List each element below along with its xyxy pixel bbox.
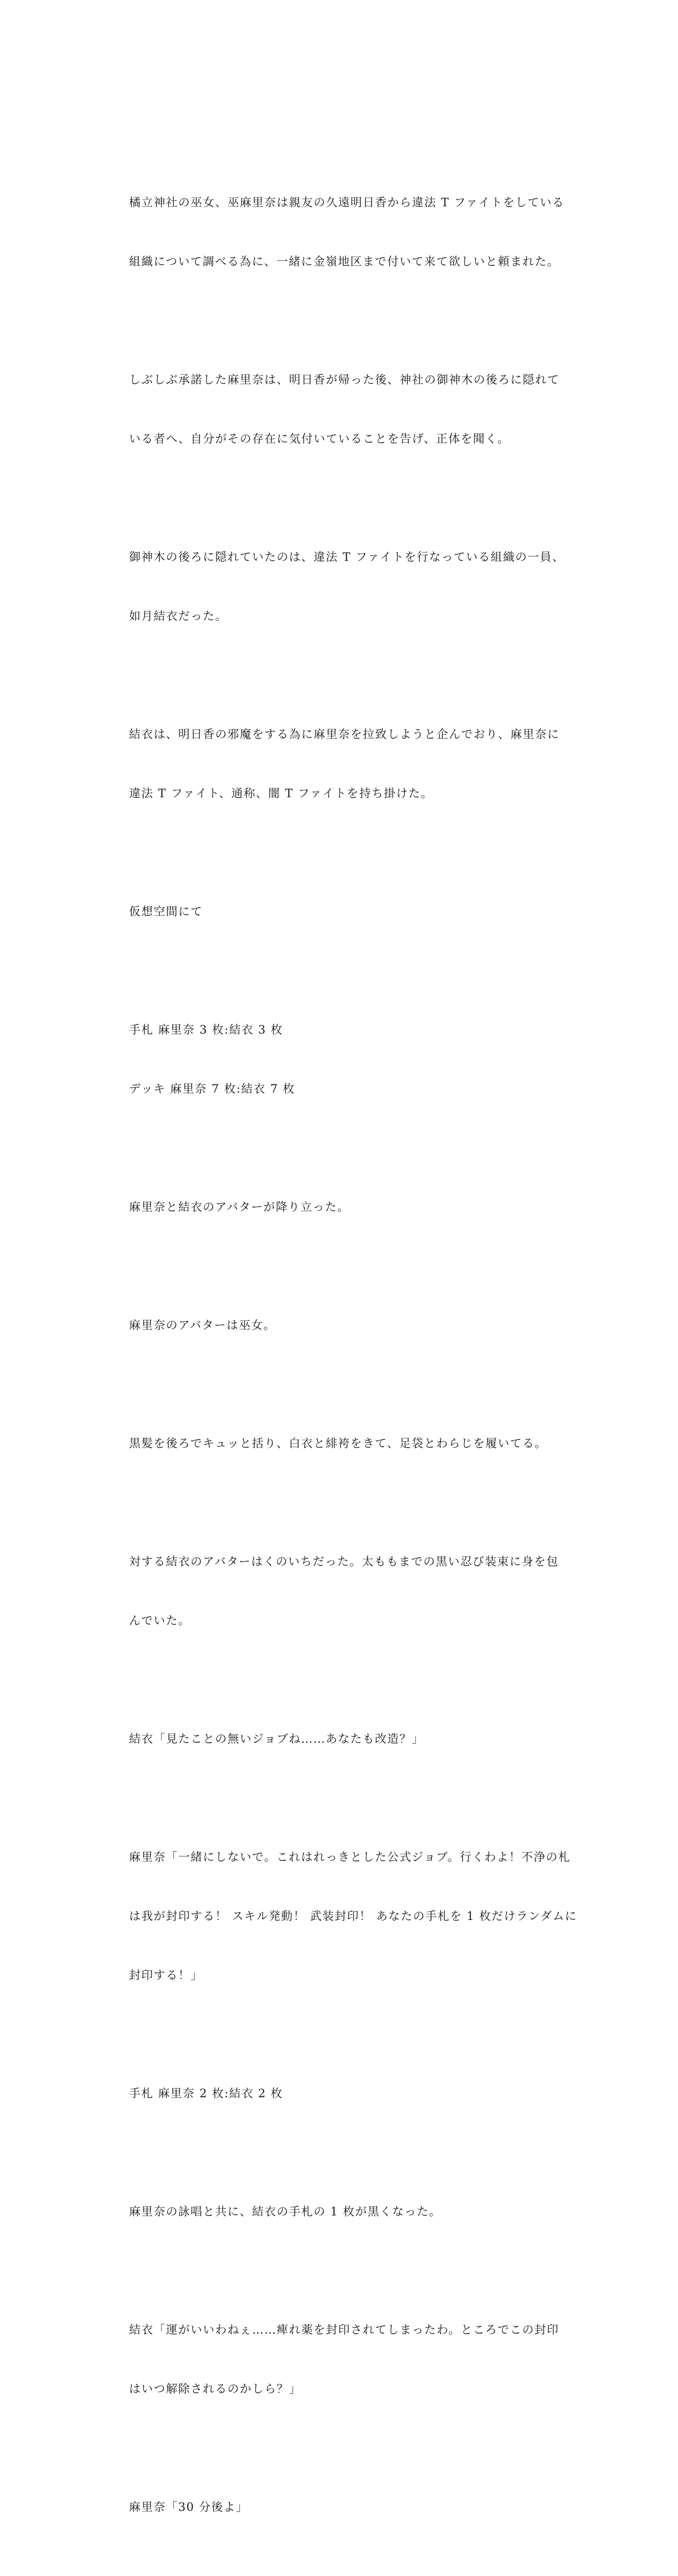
paragraph: [129, 1158, 556, 1256]
paragraph: [129, 153, 565, 311]
paragraph: [129, 1808, 577, 2024]
text-line: デッキ 麻里奈 7 枚:結衣 7 枚: [129, 1082, 295, 1095]
paragraph: [129, 1690, 556, 1788]
text-line: 麻里奈「一緒にしないで。これはれっきとした公式ジョブ。行くわよ！不浄の札: [129, 1850, 571, 1864]
text-line: 麻里奈のアバターは巫女。: [129, 1319, 276, 1332]
text-line: 黒髪を後ろでキュッと括り、白衣と緋袴をきて、足袋とわらじを履いてる。: [129, 1437, 547, 1450]
text-line: 対する結衣のアバターはくのいちだった。太ももまでの黒い忍び装束に身を包: [129, 1555, 559, 1568]
paragraph: [129, 508, 565, 665]
paragraph: [129, 1512, 559, 1670]
text-line: 御神木の後ろに隠れていたのは、違法 T ファイトを行なっている組織の一員、: [129, 550, 565, 564]
text-line: しぶしぶ承諾した麻里奈は、明日香が帰った後、神社の御神木の後ろに隠れて: [129, 373, 560, 386]
text-line: はいつ解除されるのかしら？」: [129, 2382, 301, 2395]
text-line: んでいた。: [129, 1614, 191, 1627]
paragraph: [129, 980, 556, 1138]
text-line: 結衣は、明日香の邪魔をする為に麻里奈を拉致しようと企んでおり、麻里奈に: [129, 728, 560, 741]
text-line: 手札 麻里奈 3 枚:結衣 3 枚: [129, 1023, 283, 1036]
text-line: いる者へ、自分がその存在に気付いていることを告げ、正体を聞く。: [129, 432, 510, 445]
paragraph: [129, 2458, 556, 2556]
text-line: 組織について調べる為に、一緒に金嶺地区まで付いて来て欲しいと頼まれた。: [129, 255, 560, 268]
paragraph: [129, 1394, 556, 1493]
body-text: [129, 153, 577, 2576]
text-line: 橘立神社の巫女、巫麻里奈は親友の久遠明日香から違法 T ファイトをしている: [129, 196, 565, 209]
text-line: 封印する！」: [129, 1969, 203, 1982]
text-line: 麻里奈の詠唱と共に、結衣の手札の 1 枚が黒くなった。: [129, 2205, 442, 2218]
paragraph: [129, 330, 560, 488]
text-line: 如月結衣だった。: [129, 610, 227, 623]
text-line: 手札 麻里奈 2 枚:結衣 2 枚: [129, 2087, 283, 2100]
paragraph: [129, 2044, 556, 2143]
paragraph: [129, 685, 560, 843]
paragraph: [129, 862, 556, 961]
text-line: 麻里奈「30 分後よ」: [129, 2500, 248, 2514]
paragraph: [129, 1276, 556, 1374]
paragraph: [129, 2162, 556, 2261]
text-line: 違法 T ファイト、通称、闇 T ファイトを持ち掛けた。: [129, 787, 433, 800]
paragraph: [129, 2281, 559, 2438]
text-line: 結衣「見たことの無いジョブね……あなたも改造？」: [129, 1732, 424, 1745]
text-line: 仮想空間にて: [129, 905, 203, 918]
text-line: は我が封印する！ スキル発動！ 武装封印！ あなたの手札を 1 枚だけランダムに: [129, 1910, 577, 1923]
text-line: 麻里奈と結衣のアバターが降り立った。: [129, 1200, 350, 1214]
text-line: 結衣「運がいいわねぇ……痺れ薬を封印されてしまったわ。ところでこの封印: [129, 2323, 559, 2336]
